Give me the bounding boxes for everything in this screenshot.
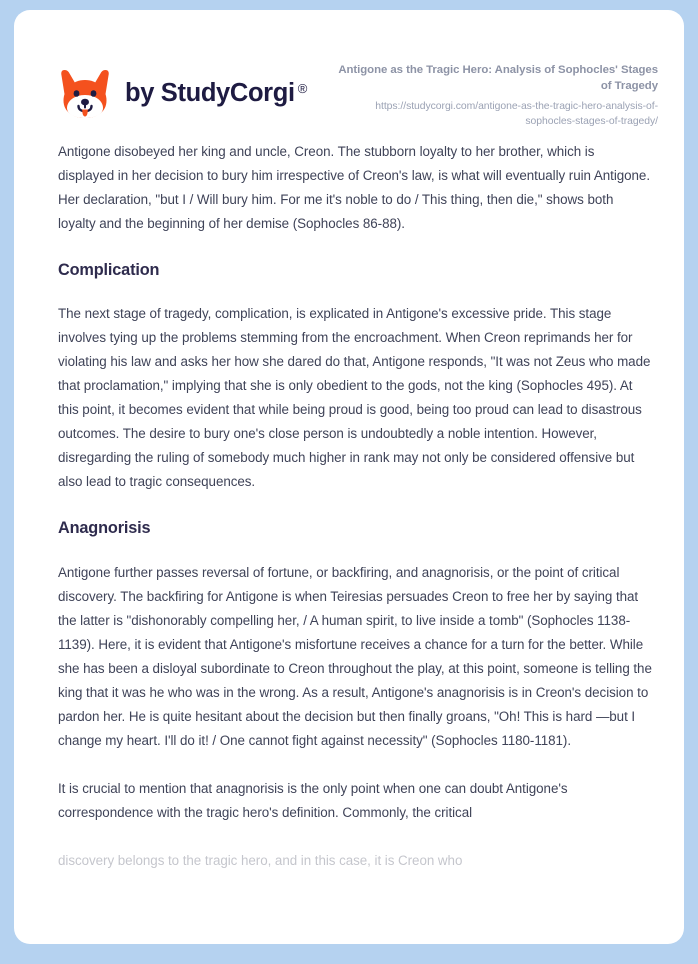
corgi-logo-icon bbox=[58, 68, 112, 120]
document-page-card bbox=[14, 10, 684, 944]
section-paragraph: Antigone further passes reversal of fortune, or backfiring, and anagnorisis, or the point of critical discovery. The backfiring for Antigone is when Teiresias persuades Creon to free her by saying that the latter is "dishonorably compelling her, / A human spirit, to live inside a tomb" (Sophocles 1138-1139). Here, it is evident that Antigone's misfortune receives a chance for a turn for the better. While she has been a disloyal subordinate to Creon throughout the play, at this point, someone is telling the king that it was he who was in the wrong. As a result, Antigone's anagnorisis is in Creon's decision to pardon her. He is quite hesitant about the decision but then finally groans, "Oh! This is hard —but I change my heart. I'll do it! / One cannot fight against necessity" (Sophocles 1180-1181). bbox=[58, 564, 652, 748]
section-heading-anagnorisis: Anagnorisis bbox=[58, 519, 151, 538]
intro-paragraph: Antigone disobeyed her king and uncle, Creon. The stubborn loyalty to her brother, which is displayed in her decision to bury him irrespective of Creon's law, is what will eventually ruin Antigone. Her declaration, "but I / Will bury him. For me it's noble to do / This thing, then die," shows both loyalty and the beginning of her demise (Sophocles 86-88). bbox=[58, 144, 651, 231]
page-title: Antigone as the Tragic Hero: Analysis of Sophocles' Stages of Tragedy bbox=[338, 64, 658, 93]
brand-wordmark bbox=[125, 81, 307, 107]
section-complication bbox=[58, 260, 654, 494]
document-body bbox=[14, 140, 684, 873]
section-anagnorisis bbox=[58, 518, 654, 824]
section-paragraph: The next stage of tragedy, complication, is explicated in Antigone's excessive pride. This stage involves tying up the problems stemming from the encroachment. When Creon reprimands her for violating his law and asks her how she dared do that, Antigone responds, "It was not Zeus who made that proclamation," implying that she is only obedient to the gods, not the king (Sophocles 495). At this point, it becomes evident that while being proud is good, being too proud can lead to disastrous outcomes. The desire to bury one's close person is undoubtedly a noble intention. However, disregarding the ruling of somebody much higher in rank may not only be considered offensive but also lead to tragic consequences. bbox=[58, 306, 651, 490]
registered-trademark-icon: ® bbox=[297, 81, 307, 97]
header-meta-block bbox=[328, 58, 658, 130]
document-header bbox=[14, 10, 684, 140]
brand-wordmark-text: by StudyCorgi bbox=[125, 79, 295, 108]
clipped-trailing-text: discovery belongs to the tragic hero, and in this case, it is Creon who bbox=[58, 852, 463, 868]
section-heading-complication: Complication bbox=[58, 261, 160, 279]
brand-logo-block bbox=[58, 58, 307, 120]
section-paragraph: It is crucial to mention that anagnorisis is the only point when one can doubt Antigone's correspondence with the tragic hero's definition. Commonly, the critical bbox=[58, 780, 568, 820]
source-url: https://studycorgi.com/antigone-as-the-tragic-hero-analysis-of-sophocles-stages-of-tragedy/ bbox=[375, 101, 658, 128]
